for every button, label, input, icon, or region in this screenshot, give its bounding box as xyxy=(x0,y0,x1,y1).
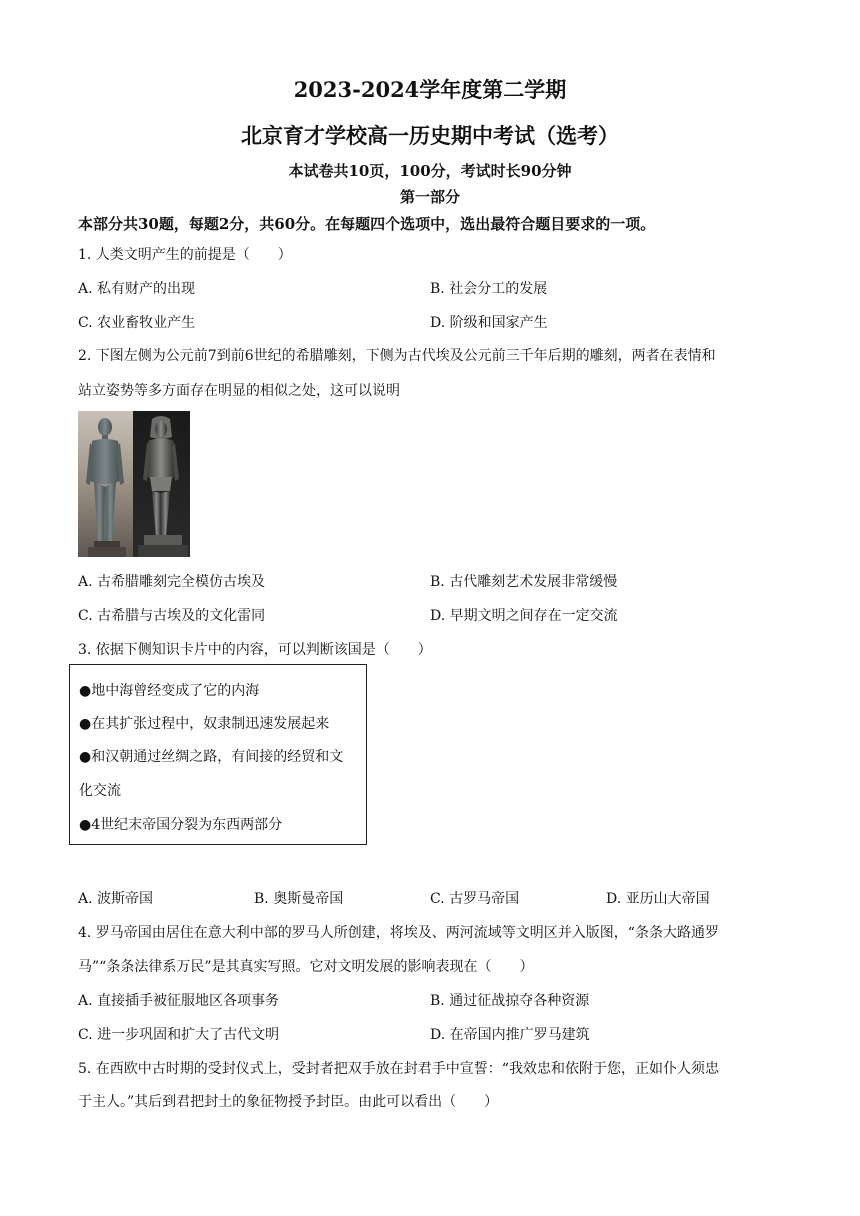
question-1-option-d: D. 阶级和国家产生 xyxy=(430,315,548,331)
question-2-stem-line1: 2. 下图左侧为公元前7到前6世纪的希腊雕刻，下侧为古代埃及公元前三千年后期的雕刻，两者在表情和 xyxy=(78,348,716,364)
question-2-stem-line2: 站立姿势等多方面存在明显的相似之处，这可以说明 xyxy=(78,383,400,399)
question-3-option-d: D. 亚历山大帝国 xyxy=(606,891,710,907)
question-1-option-a: A. 私有财产的出现 xyxy=(78,281,196,297)
egyptian-statue xyxy=(133,411,190,557)
question-5-stem-line2: 于主人。”其后到君把封土的象征物授予封臣。由此可以看出（ ） xyxy=(78,1094,499,1110)
question-3-option-b: B. 奥斯曼帝国 xyxy=(254,891,344,907)
question-4-option-a: A. 直接插手被征服地区各项事务 xyxy=(78,993,280,1009)
question-4-stem-line2: 马”“条条法律系万民”是其真实写照。它对文明发展的影响表现在（ ） xyxy=(78,959,534,975)
statue-comparison-image xyxy=(78,411,190,557)
question-4-stem-line1: 4. 罗马帝国由居住在意大利中部的罗马人所创建，将埃及、两河流域等文明区并入版图，“条条大路通罗 xyxy=(78,925,719,941)
question-1-option-b: B. 社会分工的发展 xyxy=(430,281,548,297)
exam-term-title: 2023-2024学年度第二学期 xyxy=(293,77,567,102)
knowledge-card xyxy=(69,664,367,845)
exam-title: 北京育才学校高一历史期中考试（选考） xyxy=(241,123,619,148)
question-1-stem: 1. 人类文明产生的前提是（ ） xyxy=(78,247,292,263)
card-line: ●在其扩张过程中，奴隶制迅速发展起来 xyxy=(79,716,330,732)
exam-info: 本试卷共10页，100分，考试时长90分钟 xyxy=(288,162,572,180)
question-1-option-c: C. 农业畜牧业产生 xyxy=(78,315,196,331)
question-3-option-a: A. 波斯帝国 xyxy=(78,891,154,907)
question-2-option-a: A. 古希腊雕刻完全模仿古埃及 xyxy=(78,574,266,590)
card-line: 化交流 xyxy=(79,783,121,799)
question-4-option-c: C. 进一步巩固和扩大了古代文明 xyxy=(78,1027,280,1043)
question-3-option-c: C. 古罗马帝国 xyxy=(430,891,520,907)
question-3-stem: 3. 依据下侧知识卡片中的内容，可以判断该国是（ ） xyxy=(78,642,432,658)
card-line: ●4世纪末帝国分裂为东西两部分 xyxy=(79,817,283,833)
card-line: ●和汉朝通过丝绸之路，有间接的经贸和文 xyxy=(79,749,344,765)
question-5-stem-line1: 5. 在西欧中古时期的受封仪式上，受封者把双手放在封君手中宣誓：“我效忠和依附于您，正如仆人须忠 xyxy=(78,1061,719,1077)
question-2-option-d: D. 早期文明之间存在一定交流 xyxy=(430,608,618,624)
part-instructions: 本部分共30题，每题2分，共60分。在每题四个选项中，选出最符合题目要求的一项。 xyxy=(78,215,656,233)
question-4-option-d: D. 在帝国内推广罗马建筑 xyxy=(430,1027,590,1043)
greek-kouros-statue xyxy=(78,411,133,557)
question-2-option-c: C. 古希腊与古埃及的文化雷同 xyxy=(78,608,266,624)
question-2-option-b: B. 古代雕刻艺术发展非常缓慢 xyxy=(430,574,618,590)
part-title: 第一部分 xyxy=(399,188,460,206)
card-line: ●地中海曾经变成了它的内海 xyxy=(79,683,260,699)
question-4-option-b: B. 通过征战掠夺各种资源 xyxy=(430,993,590,1009)
